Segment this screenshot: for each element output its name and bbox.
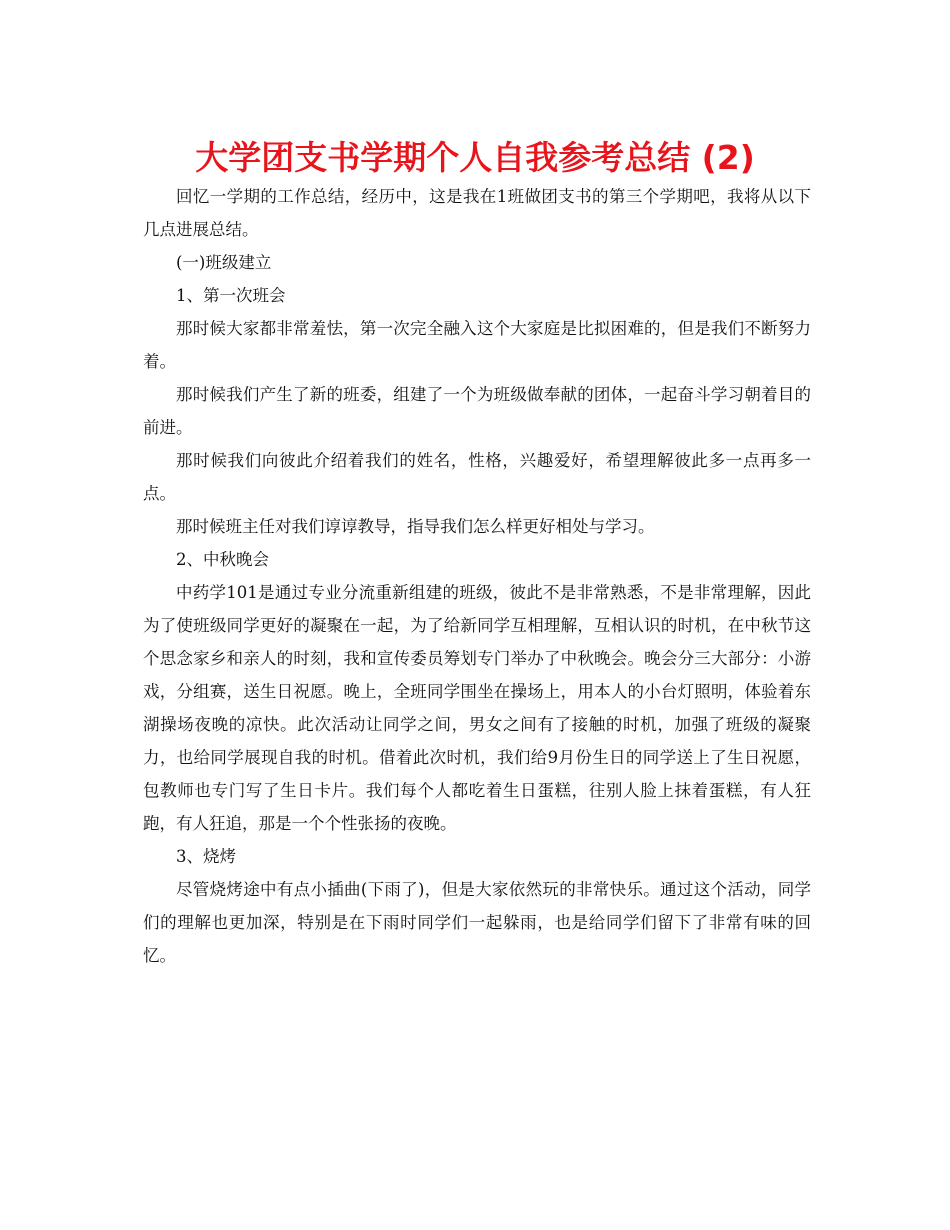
- paragraph: 那时候班主任对我们谆谆教导，指导我们怎么样更好相处与学习。: [176, 517, 655, 536]
- paragraph: 那时候我们产生了新的班委，组建了一个为班级做奉献的团体，一起奋斗学习朝着目的前进。: [143, 385, 811, 437]
- section-heading-class-building: (一)班级建立: [176, 253, 272, 272]
- paragraph: 中药学101是通过专业分流重新组建的班级，彼此不是非常熟悉，不是非常理解，因此为了使班级同学更好的凝聚在一起，为了给新同学互相理解，互相认识的时机，在中秋节这个思念家乡和亲人的时刻，我和宣传委员筹划专门举办了中秋晚会。晚会分三大部分：小游戏，分组赛，送生日祝愿。晚上，全班同学围坐在操场上，用本人的小台灯照明，体验着东湖操场夜晚的凉快。此次活动让同学之间，男女之间有了接触的时机，加强了班级的凝聚力，也给同学展现自我的时机。借着此次时机，我们给9月份生日的同学送上了生日祝愿，包教师也专门写了生日卡片。我们每个人都吃着生日蛋糕，往别人脸上抹着蛋糕，有人狂跑，有人狂追，那是一个个性张扬的夜晚。: [143, 583, 811, 833]
- paragraph: 那时候大家都非常羞怯，第一次完全融入这个大家庭是比拟困难的，但是我们不断努力着。: [143, 319, 811, 371]
- subheading-first-class-meeting: 1、第一次班会: [176, 286, 286, 305]
- subheading-mid-autumn-party: 2、中秋晚会: [176, 550, 269, 569]
- paragraph: 那时候我们向彼此介绍着我们的姓名，性格，兴趣爱好，希望理解彼此多一点再多一点。: [143, 451, 811, 503]
- document-body: [143, 180, 811, 972]
- subheading-barbecue: 3、烧烤: [176, 847, 236, 866]
- document-title: 大学团支书学期个人自我参考总结 (2): [195, 138, 755, 177]
- paragraph: 尽管烧烤途中有点小插曲(下雨了)，但是大家依然玩的非常快乐。通过这个活动，同学们的理解也更加深，特别是在下雨时同学们一起躲雨，也是给同学们留下了非常有味的回忆。: [143, 880, 811, 965]
- paragraph-intro: 回忆一学期的工作总结，经历中，这是我在1班做团支书的第三个学期吧，我将从以下几点进展总结。: [143, 187, 811, 239]
